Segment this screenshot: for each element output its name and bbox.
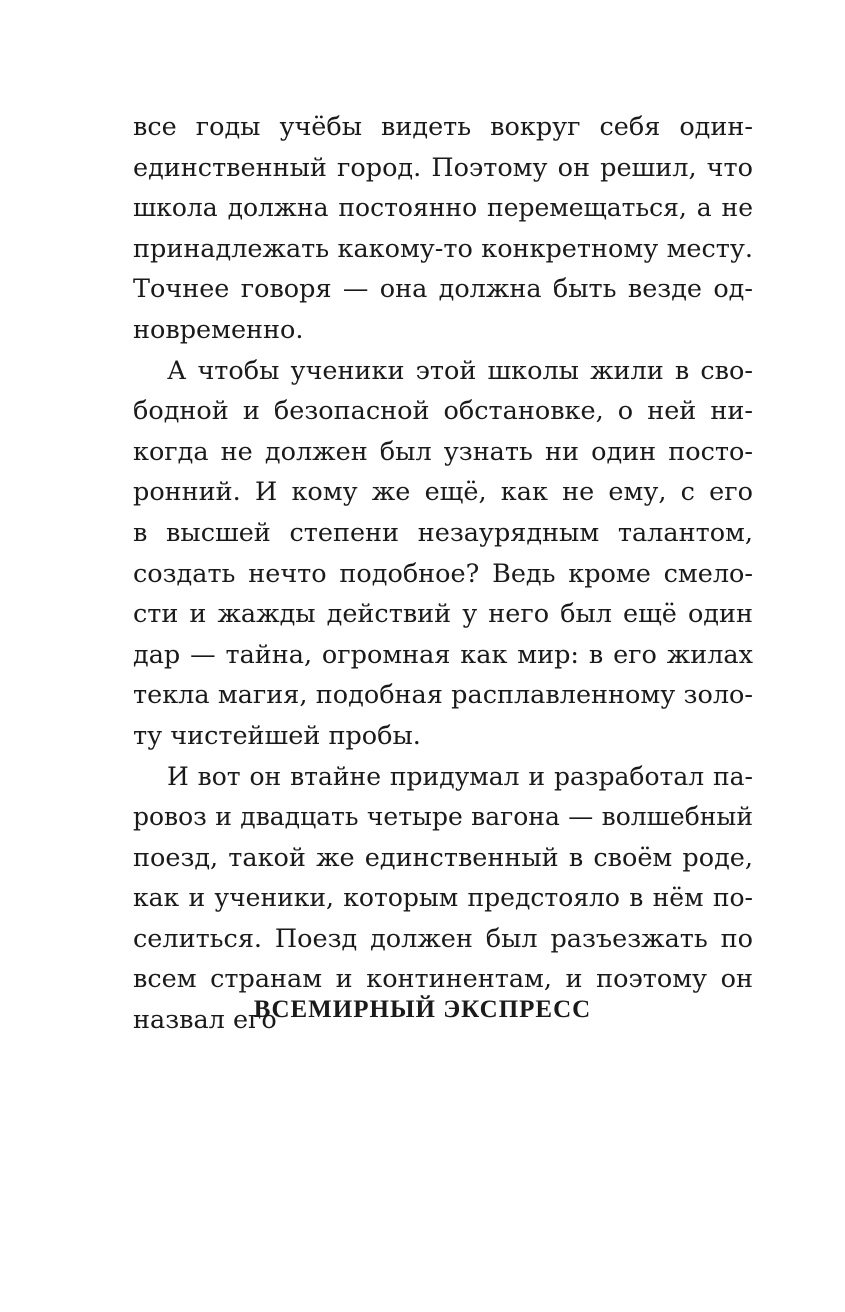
- text-line: ровоз и двадцать четыре вагона — волшебный: [133, 802, 753, 832]
- text-line: дар — тайна, огромная как мир: в его жилах: [133, 639, 753, 670]
- text-line: назвал его: [133, 1005, 277, 1036]
- text-line: Точнее говоря — она должна быть везде од-: [133, 274, 753, 305]
- text-line: А чтобы ученики этой школы жили в сво-: [167, 355, 753, 386]
- text-line: сти и жажды действий у него был ещё один: [133, 599, 753, 630]
- text-line: всем странам и континентам, и поэтому он: [133, 964, 753, 995]
- text-line: текла магия, подобная расплавленному золо-: [133, 680, 753, 711]
- text-line: как и ученики, которым предстояло в нём по-: [133, 883, 753, 913]
- text-line: в высшей степени незаурядным талантом,: [133, 517, 753, 548]
- text-line: когда не должен был узнать ни один посто-: [133, 436, 753, 467]
- text-line: принадлежать какому-то конкретному месту.: [133, 233, 753, 264]
- text-line: поезд, такой же единственный в своём роде,: [133, 842, 753, 873]
- text-line: ту чистейшей пробы.: [133, 720, 421, 751]
- text-line: все годы учёбы видеть вокруг себя один-: [133, 112, 753, 142]
- text-line: создать нечто подобное? Ведь кроме смело-: [133, 558, 753, 589]
- text-line: бодной и безопасной обстановке, о ней ни-: [133, 396, 753, 427]
- text-line: И вот он втайне придумал и разработал па-: [167, 761, 753, 791]
- body-text: [133, 107, 753, 1041]
- text-line: школа должна постоянно перемещаться, а не: [133, 193, 753, 223]
- section-heading: ВСЕМИРНЫЙ ЭКСПРЕСС: [253, 996, 592, 1023]
- text-line: селиться. Поезд должен был разъезжать по: [133, 923, 753, 954]
- text-line: единственный город. Поэтому он решил, что: [133, 152, 753, 183]
- text-line: ронний. И кому же ещё, как не ему, с его: [133, 477, 753, 508]
- text-line: новременно.: [133, 314, 304, 345]
